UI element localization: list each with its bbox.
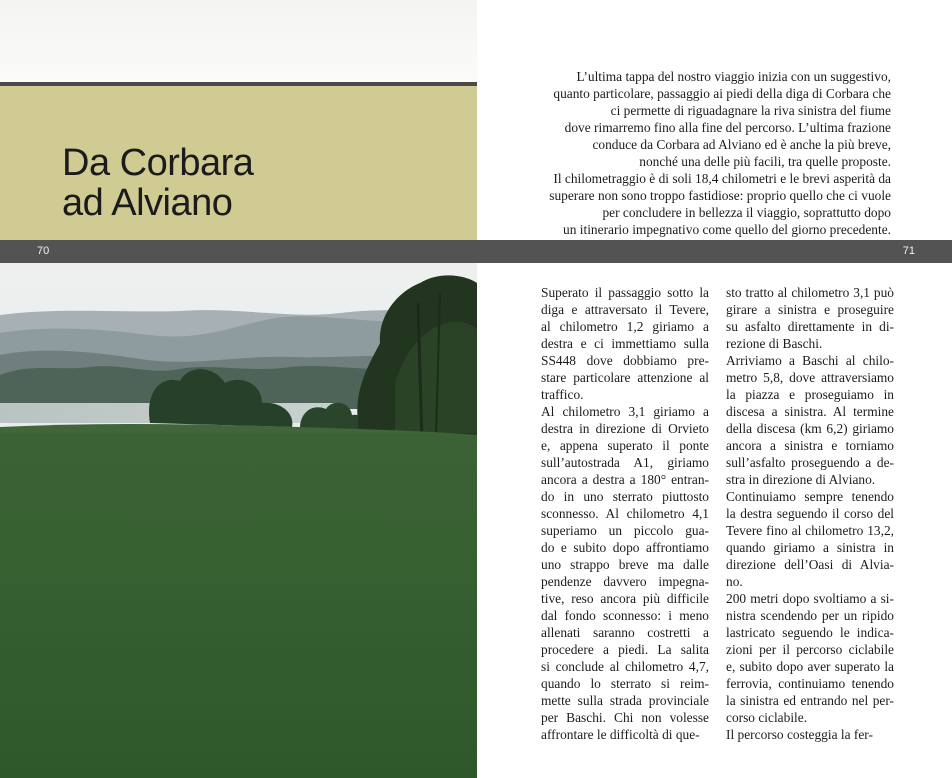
body-line: do in uno sterrato piuttosto (541, 489, 709, 504)
intro-paragraph (535, 68, 891, 238)
body-line: zioni per il percorso ciclabile (726, 642, 894, 657)
body-line: Tevere fino al chilometro 13,2, (726, 523, 894, 538)
body-line: procedere a piedi. La salita (541, 642, 709, 657)
body-line: sto tratto al chilometro 3,1 può (726, 285, 894, 300)
body-line: metro 5,8, dove attraversiamo (726, 370, 894, 385)
chapter-title (62, 143, 462, 223)
landscape-photo-image (0, 263, 477, 778)
body-line: do e subito dopo affrontiamo (541, 540, 709, 555)
body-line: corso ciclabile. (726, 710, 808, 725)
body-line: destra in direzione di Orvieto (541, 421, 709, 436)
body-line: la destra seguendo il corso del (726, 506, 894, 521)
body-line: stare particolare attenzione al (541, 370, 709, 385)
body-line: uno strappo breve ma dalle (541, 557, 709, 572)
body-line: e, appena superato il ponte (541, 438, 709, 453)
chapter-title-line-2: ad Alviano (62, 182, 233, 224)
body-line: pendenze davvero impegna- (541, 574, 709, 589)
body-column-1 (541, 284, 709, 743)
intro-line: ci permette di riguadagnare la riva sinistra del fiume (610, 103, 891, 118)
body-line: Il percorso costeggia la fer- (726, 727, 873, 742)
body-line: per Baschi. Chi non volesse (541, 710, 709, 725)
body-line: la piazza e proseguiamo in (726, 387, 894, 402)
body-line: ancora a destra a 180° entran- (541, 472, 709, 487)
body-line: SS448 dove dobbiamo pre- (541, 353, 709, 368)
intro-line: superare non sono troppo fastidiose: proprio quello che ci vuole (549, 188, 891, 203)
body-line: ferrovia, continuiamo tenendo (726, 676, 894, 691)
body-line: tive, reso ancora più difficile (541, 591, 709, 606)
body-line: sconnesso. Al chilometro 4,1 (541, 506, 709, 521)
body-line: mette sulla strada provinciale (541, 693, 709, 708)
intro-line: quanto particolare, passaggio ai piedi della diga di Corbara che (553, 86, 891, 101)
body-line: girare a sinistra e proseguire (726, 302, 894, 317)
body-line: dal fondo sconnesso: i meno (541, 608, 709, 623)
body-line: 200 metri dopo svoltiamo a si- (726, 591, 894, 606)
body-line: quando giriamo a sinistra in (726, 540, 894, 555)
body-line: su asfalto direttamente in di- (726, 319, 894, 334)
page-top-margin (0, 0, 477, 82)
intro-line: per concludere in bellezza il viaggio, soprattutto dopo (602, 205, 891, 220)
body-line: Superato il passaggio sotto la (541, 285, 709, 300)
intro-line: L’ultima tappa del nostro viaggio inizia con un suggestivo, (576, 69, 891, 84)
body-line: superiamo un piccolo gua- (541, 523, 709, 538)
body-line: al chilometro 1,2 giriamo a (541, 319, 709, 334)
intro-line: Il chilometraggio è di soli 18,4 chilometri e le brevi asperità da (553, 171, 891, 186)
folio-bar (0, 240, 952, 263)
intro-line: un itinerario impegnativo come quello del giorno precedente. (563, 222, 891, 237)
body-line: Al chilometro 3,1 giriamo a (541, 404, 709, 419)
body-line: ancora a sinistra e torniamo (726, 438, 894, 453)
landscape-photo (0, 263, 477, 778)
body-line: nistra scendendo per un ripido (726, 608, 894, 623)
body-line: Continuiamo sempre tenendo (726, 489, 894, 504)
body-column-2 (726, 284, 894, 743)
body-line: discesa a sinistra. Al termine (726, 404, 894, 419)
intro-line: dove rimarremo fino alla fine del percorso. L’ultima frazione (564, 120, 891, 135)
body-line: la sinistra ed entrando nel per- (726, 693, 894, 708)
body-line: no. (726, 574, 743, 589)
body-line: Arriviamo a Baschi al chilo- (726, 353, 894, 368)
body-line: rezione di Baschi. (726, 336, 823, 351)
page-number-right: 71 (902, 245, 915, 257)
body-line: allenati saranno costretti a (541, 625, 709, 640)
body-line: direzione dell’Oasi di Alvia- (726, 557, 894, 572)
body-line: traffico. (541, 387, 584, 402)
page-number-left: 70 (37, 245, 50, 257)
body-line: sull’autostrada A1, giriamo (541, 455, 709, 470)
body-line: destra e ci immettiamo sulla (541, 336, 709, 351)
body-line: e, subito dopo aver superato la (726, 659, 894, 674)
body-line: diga e attraversato il Tevere, (541, 302, 709, 317)
body-line: si conclude al chilometro 4,7, (541, 659, 709, 674)
intro-line: conduce da Corbara ad Alviano ed è anche la più breve, (592, 137, 891, 152)
body-line: quando lo sterrato si reim- (541, 676, 709, 691)
body-line: lastricato seguendo le indica- (726, 625, 894, 640)
body-line: stra in direzione di Alviano. (726, 472, 876, 487)
body-line: sull’asfalto proseguendo a de- (726, 455, 894, 470)
intro-line: nonché una delle più facili, tra quelle proposte. (639, 154, 891, 169)
chapter-title-line-1: Da Corbara (62, 142, 254, 184)
body-line: affrontare le difficoltà di que- (541, 727, 700, 742)
body-line: della discesa (km 6,2) giriamo (726, 421, 894, 436)
